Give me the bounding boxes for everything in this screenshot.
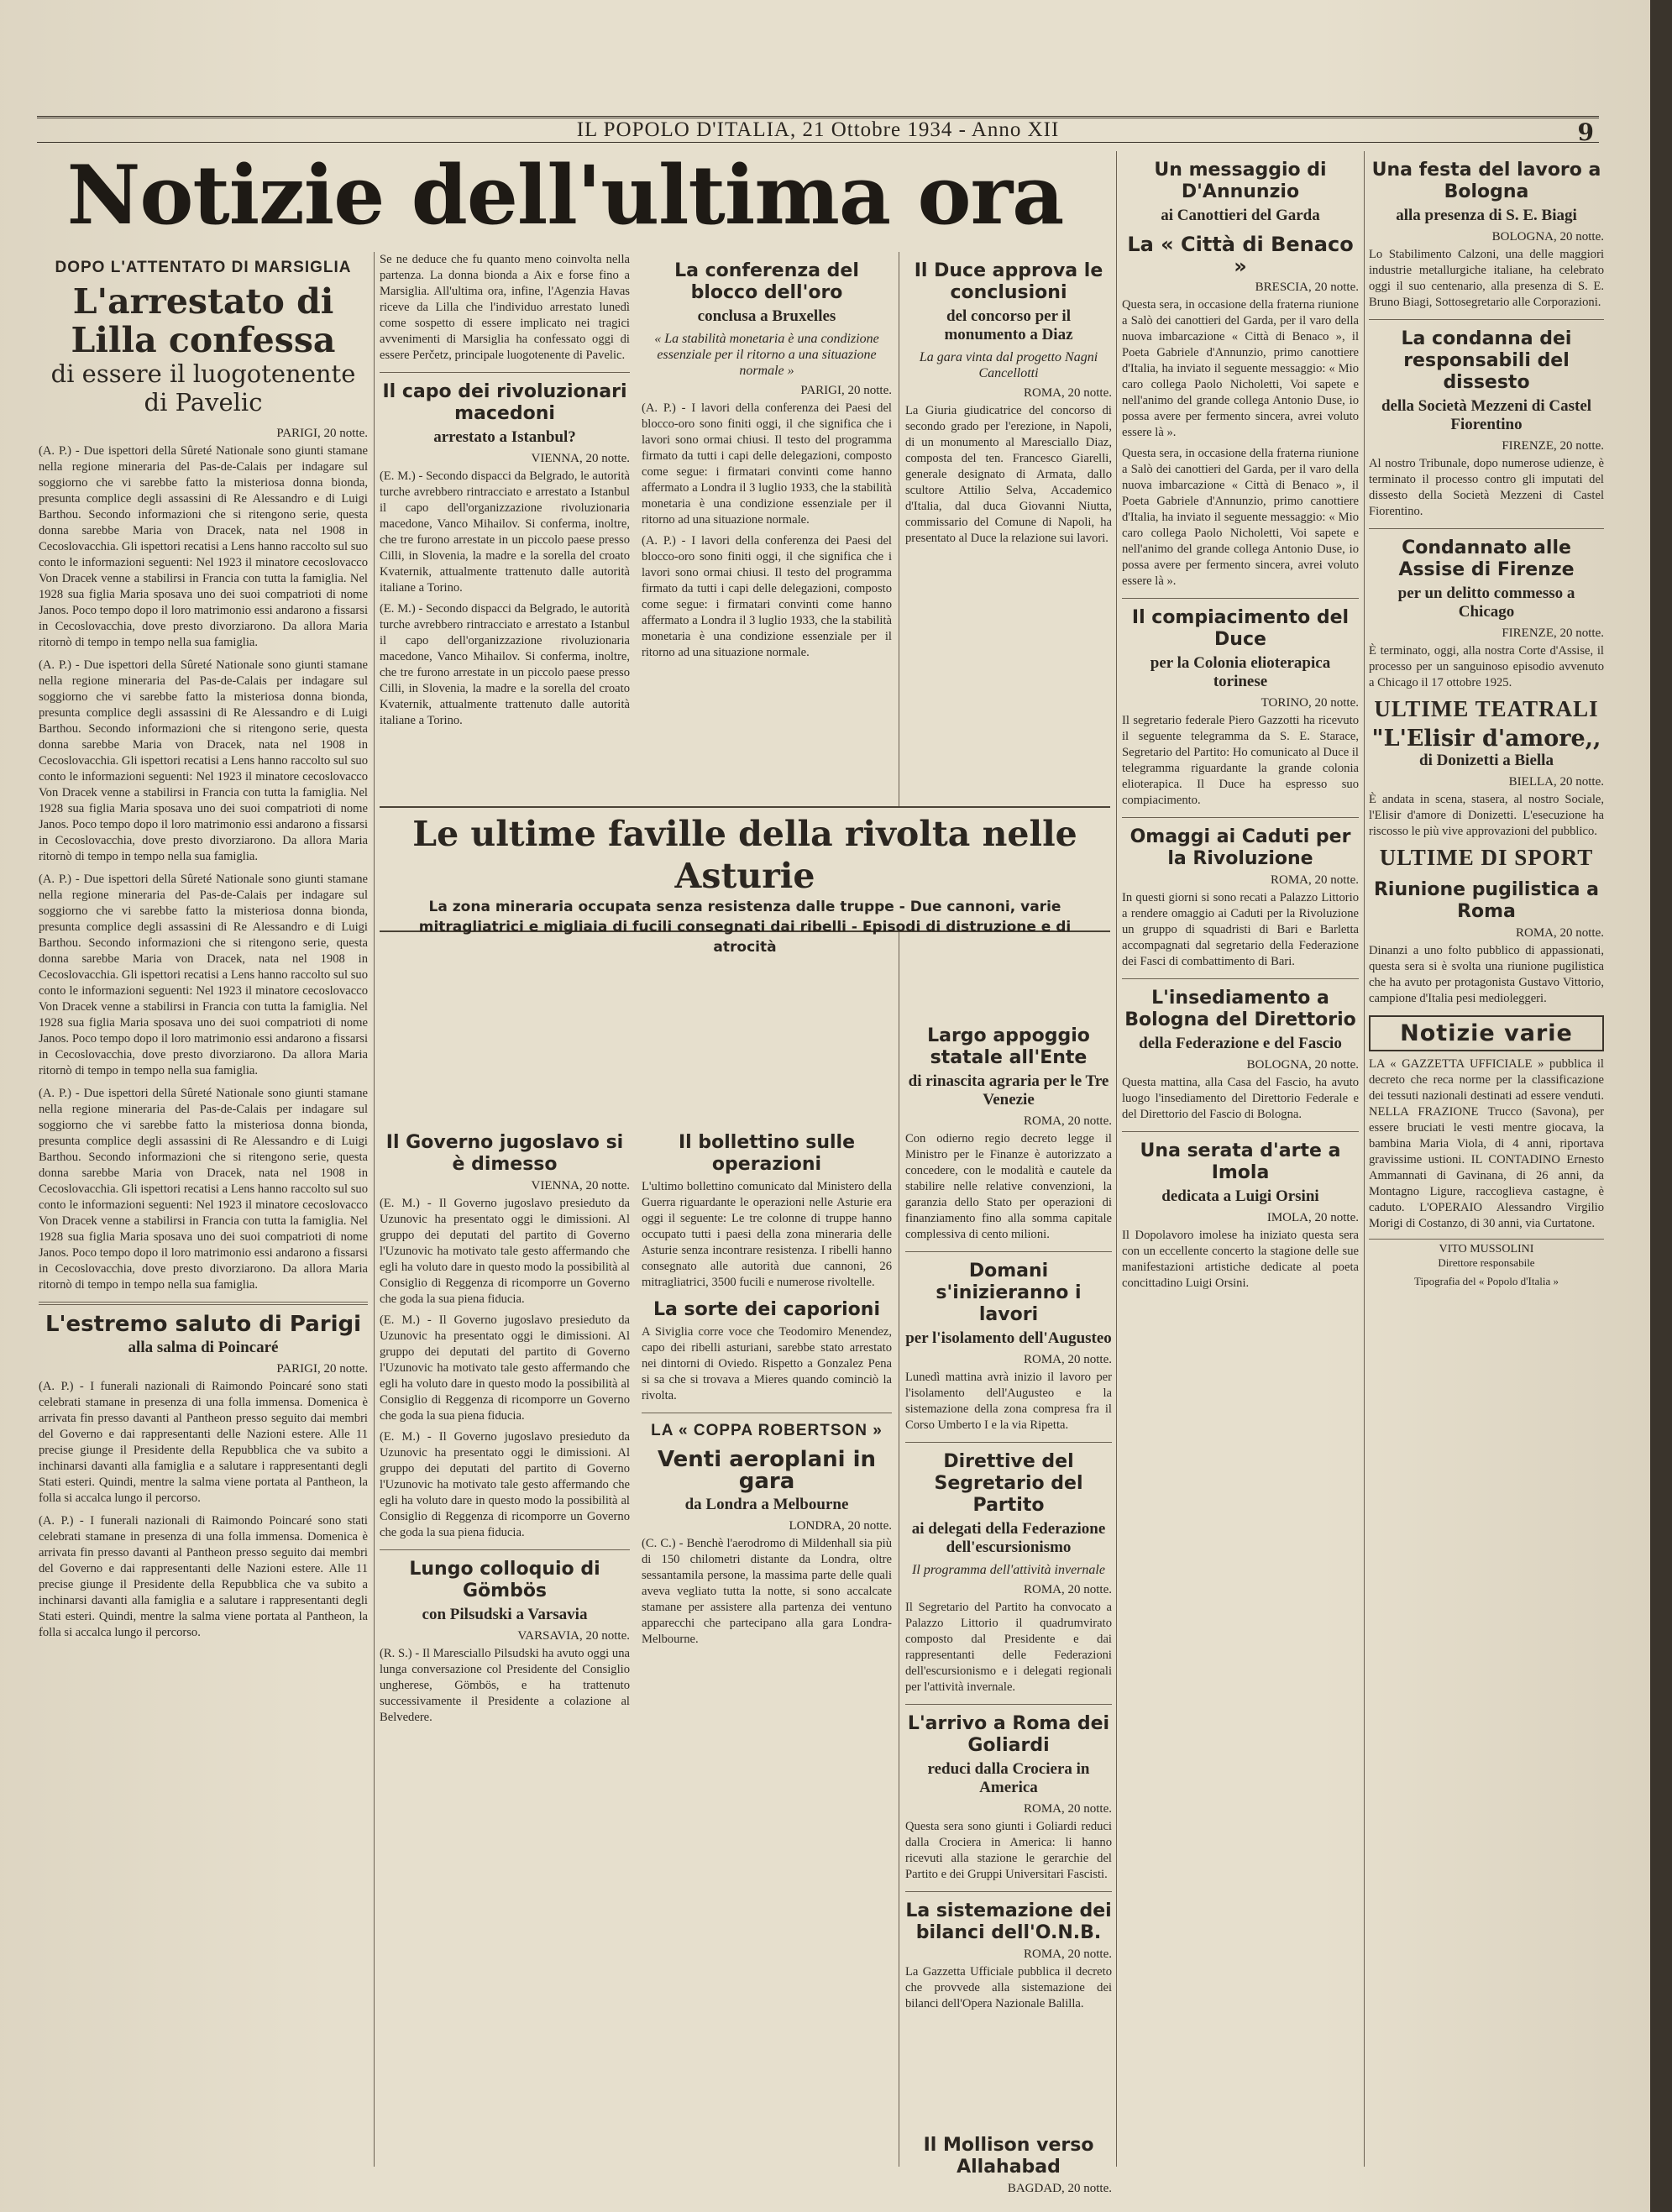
column-rule	[374, 252, 375, 2167]
quote-blocco-oro: « La stabilità monetaria è una condizione essenziale per il ritorno a una situazione normale »	[654, 332, 879, 378]
subhead-duce-diaz: del concorso per il monumento a Diaz	[944, 307, 1073, 343]
subhead-goliardi: reduci dalla Crociera in America	[927, 1760, 1090, 1796]
subhead-orsini: dedicata a Luigi Orsini	[1161, 1187, 1319, 1205]
dateline: VARSAVIA, 20 notte.	[517, 1629, 630, 1643]
subhead-programma: Il programma dell'attività invernale	[912, 1563, 1105, 1577]
article-body: Al nostro Tribunale, dopo numerose udienze, è terminato il processo contro gli imputati del dissesto della Società Mezzeni di Castel Fiorentino.	[1369, 457, 1604, 518]
box-ultime-teatrali: ULTIME TEATRALI	[1374, 696, 1599, 721]
article-body: Con odierno regio decreto legge il Ministro per le Finanze è autorizzato a concedere, con le modalità e cautele da stabilire nelle relative convenzioni, la garanzia dello Stato per operazioni di finanziamento fino alla somma capitale complessiva di cento milioni.	[905, 1132, 1112, 1241]
notizie-varie-title: Notizie varie	[1400, 1020, 1573, 1046]
headline-onb: La sistemazione dei bilanci dell'O.N.B.	[905, 1900, 1112, 1943]
subhead-chicago: per un delitto commesso a Chicago	[1397, 584, 1575, 621]
headline-pugilistica: Riunione pugilistica a Roma	[1373, 879, 1600, 922]
masthead	[37, 116, 1599, 146]
subhead-federazione: della Federazione e del Fascio	[1139, 1035, 1342, 1052]
headline-caporioni: La sorte dei caporioni	[653, 1299, 880, 1320]
article-body: (E. M.) - Il Governo jugoslavo presieduto da Uzunovic ha presentato oggi le dimissioni. Al gruppo dei deputati del partito di Governo l'Uzunovic ha motivato tale gesto affermando che egli ha voluto dare in questo modo la possibilità al Consiglio di Reggenza di ricomporre un Governo che goda la sua piena fiducia.	[380, 1197, 630, 1306]
headline-elisir: "L'Elisir d'amore,,	[1371, 726, 1601, 752]
dateline: BIELLA, 20 notte.	[1508, 775, 1604, 789]
subhead-gombos: con Pilsudski a Varsavia	[422, 1606, 588, 1623]
headline-duce-diaz: Il Duce approva le conclusioni	[914, 260, 1103, 303]
article-body: (E. M.) - Il Governo jugoslavo presieduto da Uzunovic ha presentato oggi le dimissioni. Al gruppo dei deputati del partito di Governo l'Uzunovic ha motivato tale gesto affermando che egli ha voluto dare in questo modo la possibilità al Consiglio di Reggenza di ricomporre un Governo che goda la sua piena fiducia.	[380, 1430, 630, 1539]
dateline: PARIGI, 20 notte.	[276, 427, 368, 440]
divider	[380, 372, 630, 373]
subhead-nagni: La gara vinta dal progetto Nagni Cancellotti	[919, 350, 1098, 380]
subhead-parigi: alla salma di Poincaré	[128, 1339, 279, 1356]
divider	[39, 1302, 368, 1305]
subhead-mezzeni: della Società Mezzeni di Castel Fiorentino	[1381, 397, 1592, 433]
subhead-direttive: ai delegati della Federazione dell'escursionismo	[911, 1520, 1106, 1556]
dateline: ROMA, 20 notte.	[1024, 1583, 1112, 1596]
headline-compiacimento: Il compiacimento del Duce	[1131, 607, 1350, 650]
headline-parigi: L'estremo saluto di Parigi	[45, 1312, 362, 1337]
divider	[380, 1549, 630, 1550]
column-5	[1369, 151, 1604, 2167]
divider	[905, 1251, 1112, 1252]
section-title: Notizie dell'ultima ora	[66, 148, 1064, 243]
headline-jugoslavo: Il Governo jugoslavo si è dimesso	[385, 1132, 624, 1175]
subhead-biagi: alla presenza di S. E. Biagi	[1396, 207, 1577, 224]
article-body: (A. P.) - Due ispettori della Sûreté Nationale sono giunti stamane nella regione mineraria del Pas-de-Calais per indagare sul soggiorno che vi sarebbe fatto la misteriosa donna bionda, presunta complice degli assassini di Re Alessandro e di Luigi Barthou. Secondo informazioni che si ritengono serie, questa donna sarebbe Maria von Dracek, nata nel 1908 in Cecoslovacchia. Gli ispettori recatisi a Lens hanno raccolto sul suo conto le informazioni seguenti: Nel 1923 il minatore cecoslovacco Von Dracek venne a stabilirsi in Francia con tutta la famiglia. Nel 1928 sua figlia Maria sposava uno dei suoi compatrioti di nome Janos. Poco tempo dopo il loro matrimonio essi andarono a fissarsi in Cecoslovacchia, dove presto divorziarono. Da allora Maria ritornò di tempo in tempo nella sua famiglia.	[39, 658, 368, 863]
dateline: VIENNA, 20 notte.	[531, 452, 630, 465]
subhead-asturie: La zona mineraria occupata senza resistenza dalle truppe - Due cannoni, varie mitragliatrici e migliaia di fucili consegnati dai ribelli - Episodi di distruzione e di atrocità	[418, 899, 1072, 956]
dateline: IMOLA, 20 notte.	[1266, 1211, 1359, 1224]
dateline: ROMA, 20 notte.	[1516, 926, 1604, 940]
article-body: Lunedì mattina avrà inizio il lavoro per l'isolamento dell'Augusteo e la sistemazione della zona compresa fra il Corso Umberto I e la via Ripetta.	[905, 1371, 1112, 1432]
article-body: La Giuria giudicatrice del concorso di secondo grado per l'erezione, in Napoli, di un monumento al Maresciallo Diaz, composta del ten. Francesco Giarelli, generale designato di Armata, dallo scultore Attilio Selva, Accademico d'Italia, dal duca Giovanni Niutta, commissario del Comune di Napoli, ha presentato al Duce la relazione sui lavori.	[905, 404, 1112, 545]
headline-bollettino: Il bollettino sulle operazioni	[678, 1132, 856, 1175]
subhead-donizetti: di Donizetti a Biella	[1419, 752, 1554, 769]
divider	[905, 1442, 1112, 1443]
headline-dissesto: La condanna dei responsabili del dissesto	[1401, 328, 1572, 393]
article-body: È terminato, oggi, alla nostra Corte d'Assise, il processo per un sanguinoso episodio avvenuto a Chicago il 17 ottobre 1925.	[1369, 644, 1604, 689]
headline-assise: Condannato alle Assise di Firenze	[1398, 537, 1575, 580]
dateline: ROMA, 20 notte.	[1024, 386, 1112, 400]
headline-blocco-oro: La conferenza del blocco dell'oro	[674, 260, 859, 303]
divider	[1122, 978, 1359, 979]
box-ultime-sport: ULTIME DI SPORT	[1379, 845, 1594, 870]
article-body: La Gazzetta Ufficiale pubblica il decreto che provvede alla sistemazione dei bilanci dell'Opera Nazionale Balilla.	[905, 1965, 1112, 2010]
kicker-robertson: LA « COPPA ROBERTSON »	[651, 1422, 883, 1439]
article-body: (A. P.) - Due ispettori della Sûreté Nationale sono giunti stamane nella regione mineraria del Pas-de-Calais per indagare sul soggiorno che vi sarebbe fatto la misteriosa donna bionda, presunta complice degli assassini di Re Alessandro e di Luigi Barthou. Secondo informazioni che si ritengono serie, questa donna sarebbe Maria von Dracek, nata nel 1908 in Cecoslovacchia. Gli ispettori recatisi a Lens hanno raccolto sul suo conto le informazioni seguenti: Nel 1923 il minatore cecoslovacco Von Dracek venne a stabilirsi in Francia con tutta la famiglia. Nel 1928 sua figlia Maria sposava uno dei suoi compatrioti di nome Janos. Poco tempo dopo il loro matrimonio essi andarono a fissarsi in Cecoslovacchia, dove presto divorziarono. Da allora Maria ritornò di tempo in tempo nella sua famiglia.	[39, 1087, 368, 1292]
subhead-augusteo: per l'isolamento dell'Augusteo	[905, 1329, 1112, 1347]
mollison-block	[905, 2126, 1112, 2199]
headline-omaggi: Omaggi ai Caduti per la Rivoluzione	[1130, 826, 1351, 869]
divider	[1122, 1131, 1359, 1132]
dateline: BRESCIA, 20 notte.	[1255, 280, 1359, 294]
headline-direttive: Direttive del Segretario del Partito	[934, 1451, 1083, 1516]
article-body: (C. C.) - Benchè l'aerodromo di Mildenhall sia più di 150 chilometri distante da Londra, oltre sessantamila persone, la massima parte delle quali aveva vegliato tutta la notte, si sono accalcate stamane per assistere alla partenza dei ventuno apparecchi che partecipano alla gara Londra-Melbourne.	[642, 1537, 892, 1646]
dateline: ROMA, 20 notte.	[1024, 1947, 1112, 1961]
column-1	[39, 252, 368, 2167]
article-body: Questa sera, in occasione della fraterna riunione a Salò dei canottieri del Garda, per il varo della nuova imbarcazione « Città di Benaco », il Poeta Gabriele d'Annunzio, primo canottiere d'Italia, ha inviato il seguente messaggio: « Mio caro collega Paolo Nicholetti, Voi sapete e nell'animo del grande collega Antonio Duse, io possa avere per fermento sincera, avrei voluto essere là ».	[1122, 298, 1359, 439]
headline-mollison: Il Mollison verso Allahabad	[923, 2135, 1094, 2178]
dateline: VIENNA, 20 notte.	[531, 1179, 630, 1192]
article-body: Il segretario federale Piero Gazzotti ha ricevuto il seguente telegramma da S. E. Starace, Segretario del Partito: Ho comunicato al Duce il telegramma riguardante la grande colonia elioterapica. Il Duce ha espresso suo compiacimento.	[1122, 714, 1359, 807]
headline-imola: Una serata d'arte a Imola	[1140, 1140, 1341, 1183]
divider	[1369, 319, 1604, 320]
subhead-ente: di rinascita agraria per le Tre Venezie	[908, 1072, 1109, 1109]
headline-goliardi: L'arrivo a Roma dei Goliardi	[907, 1713, 1110, 1756]
divider	[905, 1891, 1112, 1892]
article-body: (A. P.) - I lavori della conferenza dei Paesi del blocco-oro sono finiti oggi, il che significa che i lavori sono ormai chiusi. Il testo del programma firmato da tutti i capi delle delegazioni, composto come segue: i firmatari convinti come hanno affermato a Londra il 3 luglio 1933, che la stabilità monetaria è una condizione essenziale per il ritorno ad una situazione normale.	[642, 401, 892, 527]
headline-ente: Largo appoggio statale all'Ente	[927, 1025, 1090, 1068]
dateline: LONDRA, 20 notte.	[789, 1519, 892, 1533]
article-body: Questa mattina, alla Casa del Fascio, ha avuto luogo l'insediamento del Direttorio Federale e del Direttorio del Fascio di Bologna.	[1122, 1076, 1359, 1121]
dateline: BOLOGNA, 20 notte.	[1246, 1058, 1359, 1072]
article-body: (A. P.) - I funerali nazionali di Raimondo Poincaré sono stati celebrati stamane in presenza di una folla immensa. Domenica è arrivata fin presso davanti al Pantheon presso seguito dai membri del Governo e dai rappresentanti delle Nazioni estere. Alle 11 precise giunge il Presidente della Repubblica che va subito a inchinarsi davanti alla famiglia e a salutare i rappresentanti degli Stati esteri. Quindi, mentre la salma viene portata al Pantheon, la folla si accalca lungo il percorso.	[39, 1514, 368, 1639]
dateline: BOLOGNA, 20 notte.	[1491, 230, 1604, 244]
article-body: (R. S.) - Il Maresciallo Pilsudski ha avuto oggi una lunga conversazione col Presidente del Consiglio ungherese, Gömbös, e ha trattenuto successivamente il Presidente a colazione al Belvedere.	[380, 1647, 630, 1724]
article-body: Questa sera, in occasione della fraterna riunione a Salò dei canottieri del Garda, per il varo della nuova imbarcazione « Città di Benaco », il Poeta Gabriele d'Annunzio, primo canottiere d'Italia, ha inviato il seguente messaggio: « Mio caro collega Paolo Nicholetti, Voi sapete e nell'animo del grande collega Antonio Duse, io possa avere per fermento sincera, avrei voluto essere là ».	[1122, 447, 1359, 588]
article-body: LA « GAZZETTA UFFICIALE » pubblica il decreto che reca norme per la classificazione dei tessuti nazionali destinati ad essere venduti. NELLA FRAZIONE Trucco (Savona), per essere bruciati le vesti mentre giocava, la bambina Maria Viola, di 4 anni, riportava gravissime ustioni. IL CONTADINO Ernesto Ammannati di Gavinana, di 26 anni, da Montagno Ligure, raccoglieva castagne, è caduto. L'OPERAIO Alessandro Virgilio Morigi di Costanzo, di 30 anni, via Curtatone.	[1369, 1057, 1604, 1230]
dateline: ROMA, 20 notte.	[1024, 1353, 1112, 1366]
column-2	[380, 252, 892, 2167]
page-edge	[1650, 0, 1672, 2212]
subhead-macedoni: arrestato a Istanbul?	[433, 428, 576, 446]
dateline: ROMA, 20 notte.	[1271, 873, 1359, 887]
column-4	[1122, 151, 1359, 2167]
subhead-lilla: di essere il luogotenente di Pavelic	[50, 359, 356, 417]
article-body: (E. M.) - Il Governo jugoslavo presieduto da Uzunovic ha presentato oggi le dimissioni. Al gruppo dei deputati del partito di Governo l'Uzunovic ha motivato tale gesto affermando che egli ha voluto dare in questo modo la possibilità al Consiglio di Reggenza di ricomporre un Governo che goda la sua piena fiducia.	[380, 1313, 630, 1423]
article-body: L'ultimo bollettino comunicato dal Ministero della Guerra riguardante le operazioni nelle Asturie era oggi il seguente: Le tre colonne di truppe hanno occupato tutti i paesi della zona mineraria delle Asturie senza incontrare resistenza. I ribelli hanno consegnato alle autorità due cannoni, 26 mitragliatrici, 3500 fucili e numerose rivoltelle.	[642, 1180, 892, 1289]
subhead-benaco: La « Città di Benaco »	[1127, 233, 1354, 278]
column-rule	[1116, 151, 1117, 2167]
dateline: BAGDAD, 20 notte.	[1007, 2182, 1112, 2195]
subhead-canottieri: ai Canottieri del Garda	[1161, 207, 1320, 224]
signature-role: Direttore responsabile	[1438, 1256, 1535, 1269]
headline-macedoni: Il capo dei rivoluzionari macedoni	[382, 381, 627, 424]
article-body: (A. P.) - Due ispettori della Sûreté Nationale sono giunti stamane nella regione mineraria del Pas-de-Calais per indagare sul soggiorno che vi sarebbe fatto la misteriosa donna bionda, presunta complice degli assassini di Re Alessandro e di Luigi Barthou. Secondo informazioni che si ritengono serie, questa donna sarebbe Maria von Dracek, nata nel 1908 in Cecoslovacchia. Gli ispettori recatisi a Lens hanno raccolto sul suo conto le informazioni seguenti: Nel 1923 il minatore cecoslovacco Von Dracek venne a stabilirsi in Francia con tutta la famiglia. Nel 1928 sua figlia Maria sposava uno dei suoi compatrioti di nome Janos. Poco tempo dopo il loro matrimonio essi andarono a fissarsi in Cecoslovacchia, dove presto divorziarono. Da allora Maria ritornò di tempo in tempo nella sua famiglia.	[39, 873, 368, 1077]
dateline: FIRENZE, 20 notte.	[1502, 626, 1604, 640]
article-body: Questa sera sono giunti i Goliardi reduci dalla Crociera in America: li hanno ricevuti alla stazione le gerarchie del Partito e dei Gruppi Universitari Fascisti.	[905, 1820, 1112, 1881]
page-number: 9	[1577, 118, 1594, 146]
subhead-colonia: per la Colonia elioterapica torinese	[1150, 654, 1331, 690]
divider	[1122, 598, 1359, 599]
headline-gombos: Lungo colloquio di Gömbös	[409, 1559, 600, 1601]
divider	[1369, 528, 1604, 529]
dateline: TORINO, 20 notte.	[1261, 696, 1359, 710]
subhead-aeroplani: da Londra a Melbourne	[684, 1496, 849, 1513]
article-body: Il Dopolavoro imolese ha iniziato questa sera con un eccellente concerto la stagione delle sue manifestazioni artistiche dedicate al poeta concittadino Luigi Orsini.	[1122, 1229, 1359, 1290]
article-body: (A. P.) - I lavori della conferenza dei Paesi del blocco-oro sono finiti oggi, il che significa che i lavori sono ormai chiusi. Il testo del programma firmato da tutti i capi delle delegazioni, composto come segue: i firmatari convinti come hanno affermato a Londra il 3 luglio 1933, che la stabilità monetaria è una condizione essenziale per il ritorno ad una situazione normale.	[642, 534, 892, 659]
article-body: (A. P.) - I funerali nazionali di Raimondo Poincaré sono stati celebrati stamane in presenza di una folla immensa. Domenica è arrivata fin presso davanti al Pantheon presso seguito dai membri del Governo e dai rappresentanti delle Nazioni estere. Alle 11 precise giunge il Presidente della Repubblica che va subito a inchinarsi davanti alla famiglia e a salutare i rappresentanti degli Stati esteri. Quindi, mentre la salma viene portata al Pantheon, la folla si accalca lungo il percorso.	[39, 1380, 368, 1505]
article-body: Lo Stabilimento Calzoni, una delle maggiori industrie metallurgiche italiane, ha celebrato oggi il suo centenario, alla presenza di S. E. Bruno Biagi, Sottosegretario alle Corporazioni.	[1369, 248, 1604, 309]
divider	[1122, 817, 1359, 818]
article-body: (A. P.) - Due ispettori della Sûreté Nationale sono giunti stamane nella regione mineraria del Pas-de-Calais per indagare sul soggiorno che vi sarebbe fatto la misteriosa donna bionda, presunta complice degli assassini di Re Alessandro e di Luigi Barthou. Secondo informazioni che si ritengono serie, questa donna sarebbe Maria von Dracek, nata nel 1908 in Cecoslovacchia. Gli ispettori recatisi a Lens hanno raccolto sul suo conto le informazioni seguenti: Nel 1923 il minatore cecoslovacco Von Dracek venne a stabilirsi in Francia con tutta la famiglia. Nel 1928 sua figlia Maria sposava uno dei suoi compatrioti di nome Janos. Poco tempo dopo il loro matrimonio essi andarono a fissarsi in Cecoslovacchia, dove presto divorziarono. Da allora Maria ritornò di tempo in tempo nella sua famiglia.	[39, 444, 368, 649]
article-body: In questi giorni si sono recati a Palazzo Littorio a rendere omaggio ai Caduti per la Rivoluzione un gruppo di squadristi di Bari e Barletta accompagnati dal segretario della Federazione dei Fasci di combattimento di Bari.	[1122, 891, 1359, 968]
headline-insediamento: L'insediamento a Bologna del Direttorio	[1124, 988, 1356, 1030]
subhead-blocco-oro: conclusa a Bruxelles	[697, 307, 836, 325]
column-3	[905, 252, 1112, 2167]
headline-asturie: Le ultime faville della rivolta nelle Asturie	[412, 814, 1077, 896]
headline-festa-lavoro: Una festa del lavoro a Bologna	[1371, 160, 1601, 202]
article-body: A Siviglia corre voce che Teodomiro Menendez, capo dei ribelli asturiani, sarebbe stato arrestato nei dintorni di Oviedo. Rispetto a Gonzalez Pena si sa che si trovava a Mieres quando cominciò la rivolta.	[642, 1325, 892, 1402]
headline-augusteo: Domani s'inizieranno i lavori	[936, 1261, 1082, 1325]
headline-lilla: L'arrestato di Lilla confessa	[71, 281, 336, 360]
article-body: È andata in scena, stasera, al nostro Sociale, l'Elisir d'amore di Donizetti. L'esecuzione ha riscosso le più vive approvazioni del pubblico.	[1369, 793, 1604, 838]
column-rule	[1364, 151, 1365, 2167]
article-body: Dinanzi a uno folto pubblico di appassionati, questa sera si è svolta una riunione pugilistica che ha avuto per protagonista Gustavo Vittorio, campione d'Italia pesi medioleggeri.	[1369, 944, 1604, 1005]
printer-line: Tipografia del « Popolo d'Italia »	[1414, 1275, 1559, 1287]
article-body: Se ne deduce che fu quanto meno coinvolta nella partenza. La donna bionda a Aix e forse fino a Marsiglia. All'ultima ora, infine, l'Agenzia Havas riceve da Lilla che l'individuo arrestato lunedì come sospetto di essere implicato nei tragici avvenimenti di Marsiglia ha confessato oggi di essere Perčetz, principale luogotenente di Pavelic.	[380, 253, 630, 362]
box-notizie-varie	[1369, 1015, 1604, 1051]
article-body: (E. M.) - Secondo dispacci da Belgrado, le autorità turche avrebbero rintracciato e arrestato a Istanbul il capo dell'organizzazione rivoluzionaria macedone, Vanco Mihailov. Si conferma, inoltre, che tre furono arrestate in un piccolo paese presso Cilli, in Slovenia, la madre e la sorella del croato Kvaternik, attualmente trattenuto dalle autorità italiane a Torino.	[380, 469, 630, 595]
dateline: PARIGI, 20 notte.	[276, 1362, 368, 1376]
kicker-marsiglia: DOPO L'ATTENTATO DI MARSIGLIA	[55, 259, 352, 276]
dateline: PARIGI, 20 notte.	[800, 384, 892, 397]
headline-aeroplani: Venti aeroplani in gara	[657, 1447, 877, 1494]
masthead-line: IL POPOLO D'ITALIA, 21 Ottobre 1934 - Anno XII	[576, 118, 1060, 141]
article-body: (E. M.) - Secondo dispacci da Belgrado, le autorità turche avrebbero rintracciato e arrestato a Istanbul il capo dell'organizzazione rivoluzionaria macedone, Vanco Mihailov. Si conferma, inoltre, che tre furono arrestate in un piccolo paese presso Cilli, in Slovenia, la madre e la sorella del croato Kvaternik, attualmente trattenuto dalle autorità italiane a Torino.	[380, 602, 630, 727]
dateline: ROMA, 20 notte.	[1024, 1114, 1112, 1128]
headline-dannunzio: Un messaggio di D'Annunzio	[1154, 160, 1327, 202]
signature-name: VITO MUSSOLINI	[1369, 1239, 1604, 1256]
divider	[905, 1704, 1112, 1705]
dateline: FIRENZE, 20 notte.	[1502, 439, 1604, 453]
article-body: Il Segretario del Partito ha convocato a Palazzo Littorio il quadrumvirato composto dal Presidente e dai rappresentanti delle Federazioni dell'escursionismo e i delegati regionali per l'attività invernale.	[905, 1601, 1112, 1694]
dateline: ROMA, 20 notte.	[1024, 1802, 1112, 1816]
asturie-banner	[380, 806, 1110, 956]
